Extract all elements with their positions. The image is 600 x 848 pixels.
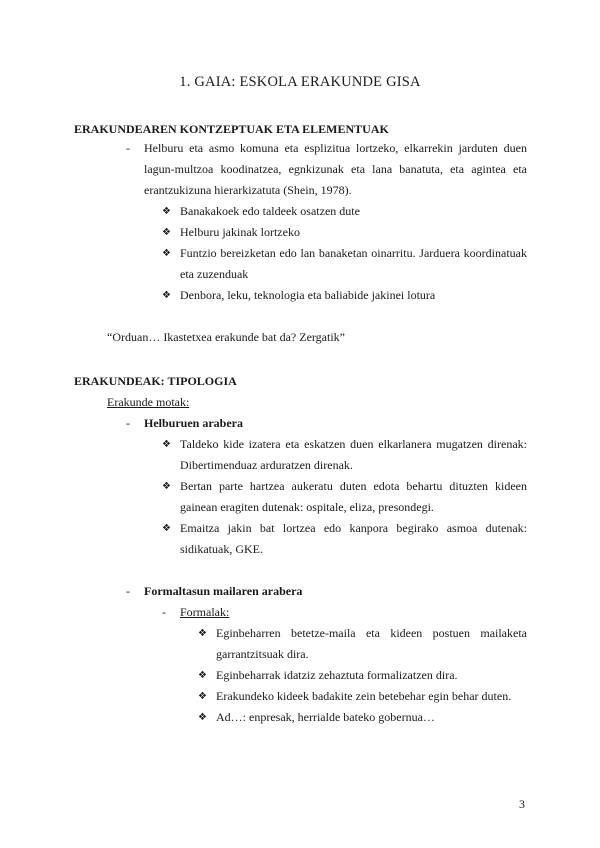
diamond-bullet-icon: ❖ (162, 206, 171, 217)
page-title: 1. GAIA: ESKOLA ERAKUNDE GISA (179, 74, 421, 90)
list-item: Funtzio bereizketan edo lan banaketan oinarritu. Jarduera koordinatuak (180, 246, 527, 260)
diamond-bullet-icon: ❖ (162, 290, 171, 301)
list-item: Emaitza jakin bat lortzea edo kanpora begirako asmoa dutenak: (180, 521, 527, 535)
group-label-goals: Helburuen arabera (144, 416, 243, 430)
list-item: Ad…: enpresak, herrialde bateko gobernua… (216, 710, 435, 724)
group-label-formality: Formaltasun mailaren arabera (144, 584, 303, 598)
diamond-bullet-icon: ❖ (162, 481, 171, 492)
list-item: Denbora, leku, teknologia eta baliabide jakinei lotura (180, 288, 436, 302)
list-item: Helburu jakinak lortzeko (180, 225, 300, 239)
list-item: Taldeko kide izatera eta eskatzen duen elkarlanera mugatzen direnak: (180, 437, 527, 451)
list-item-continuation: garrantzitsuak dira. (216, 647, 309, 661)
list-item-continuation: sidikatuak, GKE. (180, 542, 263, 556)
sublabel-formal: Formalak: (180, 605, 230, 619)
quote-text: “Orduan… Ikastetxea erakunde bat da? Zergatik” (107, 330, 345, 344)
list-item: Eginbeharrak idatziz zehaztuta formalizatzen dira. (216, 668, 458, 682)
dash-bullet: - (126, 416, 130, 430)
page-number: 3 (519, 797, 525, 811)
diamond-bullet-icon: ❖ (198, 691, 207, 702)
diamond-bullet-icon: ❖ (162, 439, 171, 450)
subheading-types: Erakunde motak: (107, 395, 190, 409)
list-item: Bertan parte hartzea aukeratu duten edota behartu dituzten kideen (180, 479, 527, 493)
definition-line-2: lagun-multzoa koodinatzea, egnkizunak eta lana banatuta, eta agintea eta (144, 162, 527, 176)
diamond-bullet-icon: ❖ (198, 628, 207, 639)
diamond-bullet-icon: ❖ (162, 523, 171, 534)
list-item-continuation: gainean eragiten dutenak: ospitale, eliza, presondegi. (180, 500, 434, 514)
diamond-bullet-icon: ❖ (162, 227, 171, 238)
dash-bullet: - (162, 605, 166, 619)
diamond-bullet-icon: ❖ (198, 712, 207, 723)
diamond-bullet-icon: ❖ (198, 670, 207, 681)
dash-bullet: - (126, 141, 130, 155)
dash-bullet: - (126, 584, 130, 598)
list-item-continuation: Dibertimenduaz arduratzen direnak. (180, 458, 353, 472)
definition-line-1: Helburu eta asmo komuna eta esplizitua lortzeko, elkarrekin jarduten duen (144, 141, 527, 155)
section-heading-concepts: ERAKUNDEAREN KONTZEPTUAK ETA ELEMENTUAK (74, 122, 389, 136)
list-item-continuation: eta zuzenduak (180, 267, 249, 281)
list-item: Eginbeharren betetze-maila eta kideen postuen mailaketa (216, 626, 527, 640)
section-heading-typology: ERAKUNDEAK: TIPOLOGIA (74, 374, 237, 388)
diamond-bullet-icon: ❖ (162, 248, 171, 259)
list-item: Banakakoek edo taldeek osatzen dute (180, 204, 360, 218)
list-item: Erakundeko kideek badakite zein betebehar egin behar duten. (216, 689, 512, 703)
definition-line-3: erantzukizuna hierarkizatuta (Shein, 1978). (144, 183, 352, 197)
